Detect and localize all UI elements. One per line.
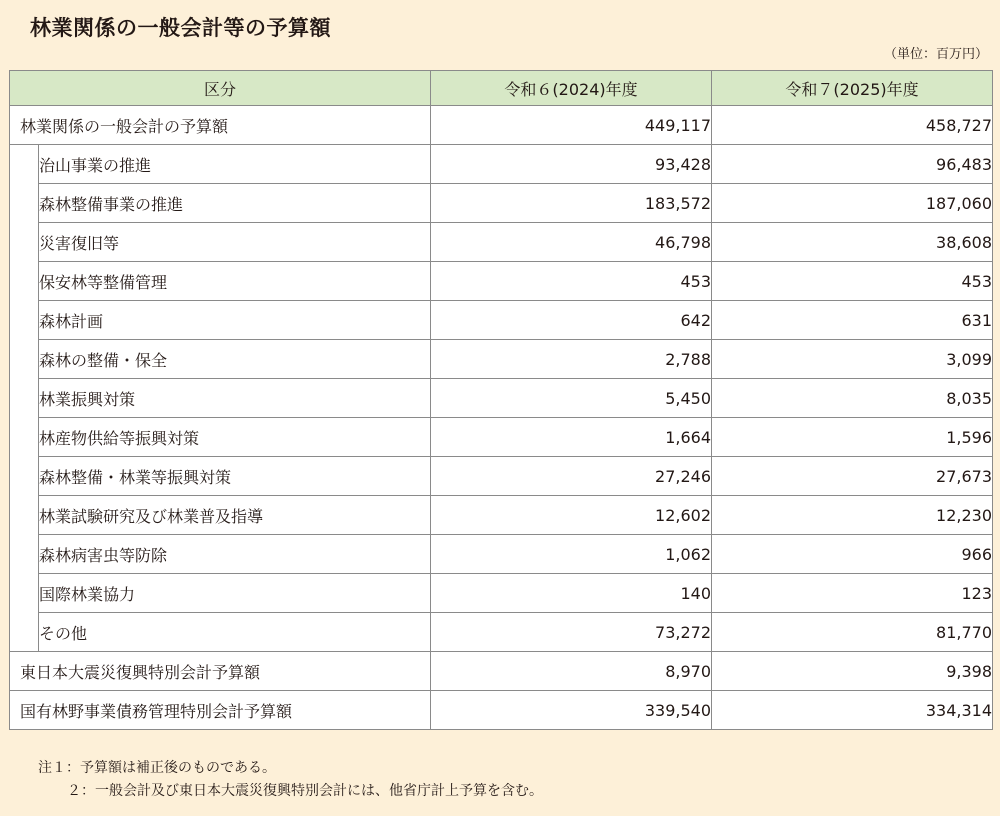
row-label: 森林計画 — [39, 301, 431, 340]
table-row — [10, 457, 993, 496]
cell-fy2024: 12,602 — [431, 496, 712, 535]
cell-fy2024: 8,970 — [431, 652, 712, 691]
cell-fy2024: 73,272 — [431, 613, 712, 652]
row-label: 森林整備・林業等振興対策 — [39, 457, 431, 496]
cell-fy2025: 1,596 — [712, 418, 993, 457]
cell-fy2025: 27,673 — [712, 457, 993, 496]
cell-fy2024: 5,450 — [431, 379, 712, 418]
header-fy2025: 令和７(2025)年度 — [712, 71, 993, 106]
table-row — [10, 418, 993, 457]
indent-cell — [10, 262, 39, 301]
table-row — [10, 301, 993, 340]
cell-fy2024: 1,062 — [431, 535, 712, 574]
row-label: 国際林業協力 — [39, 574, 431, 613]
cell-fy2024: 183,572 — [431, 184, 712, 223]
row-label: 林業関係の一般会計の予算額 — [10, 106, 431, 145]
indent-cell — [10, 301, 39, 340]
indent-cell — [10, 418, 39, 457]
cell-fy2024: 339,540 — [431, 691, 712, 730]
cell-fy2024: 93,428 — [431, 145, 712, 184]
cell-fy2025: 96,483 — [712, 145, 993, 184]
indent-cell — [10, 184, 39, 223]
cell-fy2025: 631 — [712, 301, 993, 340]
table-row — [10, 223, 993, 262]
cell-fy2025: 123 — [712, 574, 993, 613]
indent-cell — [10, 457, 39, 496]
cell-fy2025: 453 — [712, 262, 993, 301]
cell-fy2025: 334,314 — [712, 691, 993, 730]
note-1: 注１：予算額は補正後のものである。 — [38, 760, 276, 776]
indent-cell — [10, 613, 39, 652]
row-label: 東日本大震災復興特別会計予算額 — [10, 652, 431, 691]
notes — [38, 757, 543, 803]
cell-fy2025: 9,398 — [712, 652, 993, 691]
table-row — [10, 613, 993, 652]
header-fy2024: 令和６(2024)年度 — [431, 71, 712, 106]
row-label: 林産物供給等振興対策 — [39, 418, 431, 457]
table-row — [10, 496, 993, 535]
table-row — [10, 262, 993, 301]
note-2: ２：一般会計及び東日本大震災復興特別会計には、他省庁計上予算を含む。 — [67, 783, 543, 799]
cell-fy2025: 8,035 — [712, 379, 993, 418]
indent-cell — [10, 574, 39, 613]
table-row — [10, 340, 993, 379]
cell-fy2024: 2,788 — [431, 340, 712, 379]
cell-fy2024: 27,246 — [431, 457, 712, 496]
row-label: 森林の整備・保全 — [39, 340, 431, 379]
row-label: その他 — [39, 613, 431, 652]
indent-cell — [10, 145, 39, 184]
cell-fy2025: 12,230 — [712, 496, 993, 535]
row-label: 森林整備事業の推進 — [39, 184, 431, 223]
row-label: 災害復旧等 — [39, 223, 431, 262]
table-row — [10, 184, 993, 223]
cell-fy2024: 453 — [431, 262, 712, 301]
row-label: 治山事業の推進 — [39, 145, 431, 184]
table-row — [10, 145, 993, 184]
row-label: 国有林野事業債務管理特別会計予算額 — [10, 691, 431, 730]
cell-fy2024: 46,798 — [431, 223, 712, 262]
table-row — [10, 535, 993, 574]
table-row — [10, 574, 993, 613]
header-category: 区分 — [10, 71, 431, 106]
cell-fy2025: 3,099 — [712, 340, 993, 379]
table-row-special-account — [10, 652, 993, 691]
cell-fy2024: 140 — [431, 574, 712, 613]
page-title: 林業関係の一般会計等の予算額 — [30, 16, 331, 40]
table-row-special-account — [10, 691, 993, 730]
row-label: 森林病害虫等防除 — [39, 535, 431, 574]
table-header-row — [10, 71, 993, 106]
cell-fy2025: 966 — [712, 535, 993, 574]
budget-table — [9, 70, 993, 730]
table-row-general-account — [10, 106, 993, 145]
cell-fy2025: 458,727 — [712, 106, 993, 145]
row-label: 保安林等整備管理 — [39, 262, 431, 301]
indent-cell — [10, 535, 39, 574]
indent-cell — [10, 496, 39, 535]
table-row — [10, 379, 993, 418]
cell-fy2024: 642 — [431, 301, 712, 340]
row-label: 林業試験研究及び林業普及指導 — [39, 496, 431, 535]
cell-fy2025: 187,060 — [712, 184, 993, 223]
indent-cell — [10, 223, 39, 262]
indent-cell — [10, 379, 39, 418]
cell-fy2025: 38,608 — [712, 223, 993, 262]
cell-fy2025: 81,770 — [712, 613, 993, 652]
cell-fy2024: 449,117 — [431, 106, 712, 145]
row-label: 林業振興対策 — [39, 379, 431, 418]
cell-fy2024: 1,664 — [431, 418, 712, 457]
indent-cell — [10, 340, 39, 379]
unit-label: （単位：百万円） — [883, 47, 988, 62]
